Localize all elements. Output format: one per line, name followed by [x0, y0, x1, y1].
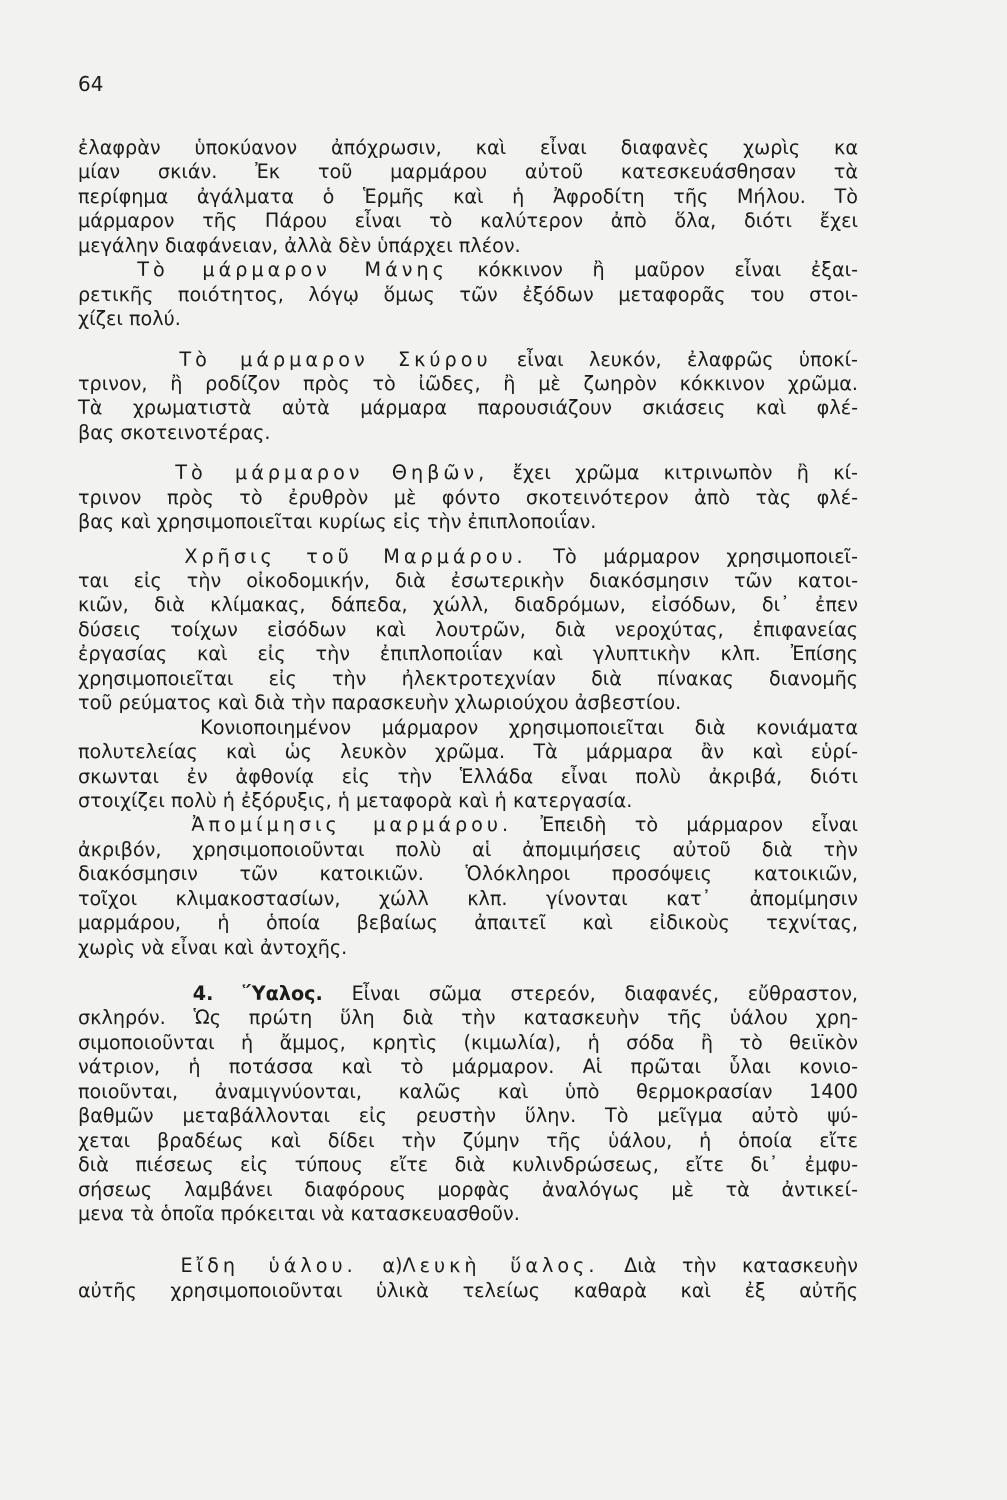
text-line: ται εἰς τὴν οἰκοδομικήν, διὰ ἐσωτερικὴν διακόσμησιν τῶν κατοι-	[78, 569, 858, 592]
section-heading: 4. Ὕαλος.	[192, 982, 323, 1005]
text-line: Τὸ μάρμαρον Θηβῶν, ἔχει χρῶμα κιτρινωπὸν ἢ κί-	[175, 461, 858, 485]
text-line: ποιοῦνται, ἀναμιγνύονται, καλῶς καὶ ὑπὸ θερμοκρασίαν 1400	[78, 1079, 858, 1103]
paragraph-thebes-marble	[78, 461, 858, 534]
text-line: τρινον πρὸς τὸ ἐρυθρὸν μὲ φόντο σκοτεινότερον ἀπὸ τὰς φλέ-	[78, 485, 858, 509]
text-line: χωρὶς νὰ εἶναι καὶ ἀντοχῆς.	[78, 935, 348, 959]
text-line: περίφημα ἀγάλματα ὁ Ἑρμῆς καὶ ἡ Ἀφροδίτη τῆς Μήλου. Τὸ	[78, 184, 858, 208]
paragraph-glass-types	[78, 1254, 858, 1303]
text-line: σιμοποιοῦνται ἡ ἄμμος, κρητὶς (κιμωλία), ἡ σόδα ἢ τὸ θειϊκὸν	[78, 1030, 858, 1054]
paragraph-imitation-marble	[78, 813, 858, 960]
text-line: διακόσμησιν τῶν κατοικιῶν. Ὁλόκληροι προσόψεις κατοικιῶν,	[78, 862, 858, 886]
text-line: μάρμαρον τῆς Πάρου εἶναι τὸ καλύτερον ἀπὸ ὅλα, διότι ἔχει	[78, 209, 858, 233]
paragraph-glass	[78, 982, 858, 1226]
text-line: διὰ πιέσεως εἰς τύπους εἴτε διὰ κυλινδρώσεως, εἴτε δι᾽ ἐμφυ-	[78, 1153, 858, 1177]
text-line: βαθμῶν μεταβάλλονται εἰς ρευστὴν ὕλην. Τὸ μεῖγμα αὐτὸ ψύ-	[78, 1104, 858, 1128]
spaced-heading: Χρῆσις τοῦ Μαρμάρου.	[184, 544, 527, 568]
text-line: μενα τὰ ὁποῖα πρόκειται νὰ κατασκευασθοῦν.	[78, 1201, 520, 1225]
text-line: Τὰ χρωματιστὰ αὐτὰ μάρμαρα παρουσιάζουν σκιάσεις καὶ φλέ-	[78, 396, 858, 420]
spaced-heading: Εἴδη ὑάλου.	[180, 1254, 357, 1278]
text-line: δύσεις τοίχων εἰσόδων καὶ λουτρῶν, διὰ νεροχύτας, ἐπιφανείας	[78, 617, 858, 641]
text-line: χρησιμοποιεῖται εἰς τὴν ἠλεκτροτεχνίαν διὰ πίνακας διανομῆς	[78, 666, 858, 690]
spaced-heading: Τὸ μάρμαρον Σκύρου	[179, 347, 492, 371]
text-line: τοῦ ρεύματος καὶ διὰ τὴν παρασκευὴν χλωριούχου ἀσβεστίου.	[78, 691, 682, 715]
paragraph-marble-use	[78, 545, 858, 716]
text-line: πολυτελείας καὶ ὡς λευκὸν χρῶμα. Τὰ μάρμαρα ἂν καὶ εὑρί-	[78, 740, 858, 764]
text-line: μεγάλην διαφάνειαν, ἀλλὰ δὲν ὑπάρχει πλέον.	[78, 233, 521, 257]
text-line: στοιχίζει πολὺ ἡ ἐξόρυξις, ἡ μεταφορὰ καὶ ἡ κατεργασία.	[78, 788, 633, 812]
text-line: βας σκοτεινοτέρας.	[78, 420, 271, 444]
text-line: Ἀπομίμησις μαρμάρου. Ἐπειδὴ τὸ μάρμαρον εἶναι	[191, 813, 859, 837]
text-line: ἐλαφρὰν ὑποκύανον ἀπόχρωσιν, καὶ εἶναι διαφανὲς χωρὶς κα	[78, 136, 858, 159]
text-line: Τὸ μάρμαρον Σκύρου εἶναι λευκόν, ἐλαφρῶς ὑποκί-	[179, 347, 858, 371]
text-line: σκληρόν. Ὡς πρώτη ὕλη διὰ τὴν κατασκευὴν τῆς ὑάλου χρη-	[78, 1006, 858, 1030]
spaced-heading: Τὸ μάρμαρον Μάνης	[137, 258, 448, 282]
text-line: τοῖχοι κλιμακοστασίων, χώλλ κλπ. γίνονται κατ᾽ ἀπομίμησιν	[78, 886, 858, 910]
text-line: ἀκριβόν, χρησιμοποιοῦνται πολὺ αἱ ἀπομιμήσεις αὐτοῦ διὰ τὴν	[78, 837, 858, 861]
text-line: Κονιοποιημένον μάρμαρον χρησιμοποιεῖται διὰ κονιάματα	[200, 715, 858, 739]
text-line: 4. Ὕαλος. Εἶναι σῶμα στερεόν, διαφανές, εὔθραστον,	[192, 982, 859, 1005]
text-line: χεται βραδέως καὶ δίδει τὴν ζύμην τῆς ὑάλου, ἡ ὁποία εἴτε	[78, 1128, 858, 1152]
text-line: σήσεως λαμβάνει διαφόρους μορφὰς ἀναλόγως μὲ τὰ ἀντικεί-	[78, 1177, 858, 1201]
paragraph-powdered-marble	[78, 716, 858, 814]
text-line: νάτριον, ἡ ποτάσσα καὶ τὸ μάρμαρον. Αἱ πρῶται ὗλαι κονιο-	[78, 1055, 858, 1079]
text-line: μαρμάρου, ἡ ὁποία βεβαίως ἀπαιτεῖ καὶ εἰδικοὺς τεχνίτας,	[78, 911, 858, 935]
text-line: ρετικῆς ποιότητος, λόγῳ ὅμως τῶν ἐξόδων μεταφορᾶς του στοι-	[78, 282, 858, 306]
page-number: 64	[78, 72, 104, 96]
text-line: σκωνται ἐν ἀφθονίᾳ εἰς τὴν Ἑλλάδα εἶναι πολὺ ἀκριβά, διότι	[78, 764, 858, 788]
text-line: βας καὶ χρησιμοποιεῖται κυρίως εἰς τὴν ἐπιπλοποιΐαν.	[78, 510, 597, 534]
paragraph-skyros-marble	[78, 348, 858, 446]
text-line: τρινον, ἢ ροδίζον πρὸς τὸ ἰῶδες, ἢ μὲ ζωηρὸν κόκκινον χρῶμα.	[78, 371, 858, 395]
spaced-heading: Ἀπομίμησις μαρμάρου.	[191, 813, 513, 837]
text-line: Εἴδη ὑάλου. α)Λευκὴ ὕαλος. Διὰ τὴν κατασκευὴν	[180, 1254, 858, 1278]
body-text	[78, 136, 858, 1303]
text-line: αὐτῆς χρησιμοποιοῦνται ὑλικὰ τελείως καθαρὰ καὶ ἐξ αὐτῆς	[78, 1278, 858, 1302]
text-line: Χρῆσις τοῦ Μαρμάρου. Τὸ μάρμαρον χρησιμοποιεῖ-	[184, 544, 858, 568]
text-line: μίαν σκιάν. Ἐκ τοῦ μαρμάρου αὐτοῦ κατεσκευάσθησαν τὰ	[78, 160, 858, 184]
paragraph-paros-marble	[78, 136, 858, 258]
text-line: ἐργασίας καὶ εἰς τὴν ἐπιπλοποιΐαν καὶ γλυπτικὴν κλπ. Ἐπίσης	[78, 642, 858, 666]
text-line: κιῶν, διὰ κλίμακας, δάπεδα, χώλλ, διαδρόμων, εἰσόδων, δι᾽ ἐπεν	[78, 593, 858, 617]
text-line: Τὸ μάρμαρον Μάνης κόκκινον ἢ μαῦρον εἶναι ἐξαι-	[137, 258, 859, 282]
spaced-heading: Τὸ μάρμαρον Θηβῶν,	[175, 461, 489, 485]
text-line: χίζει πολύ.	[78, 307, 181, 331]
spaced-subheading: Λευκὴ ὕαλος.	[402, 1254, 599, 1278]
paragraph-mani-marble	[78, 258, 858, 331]
